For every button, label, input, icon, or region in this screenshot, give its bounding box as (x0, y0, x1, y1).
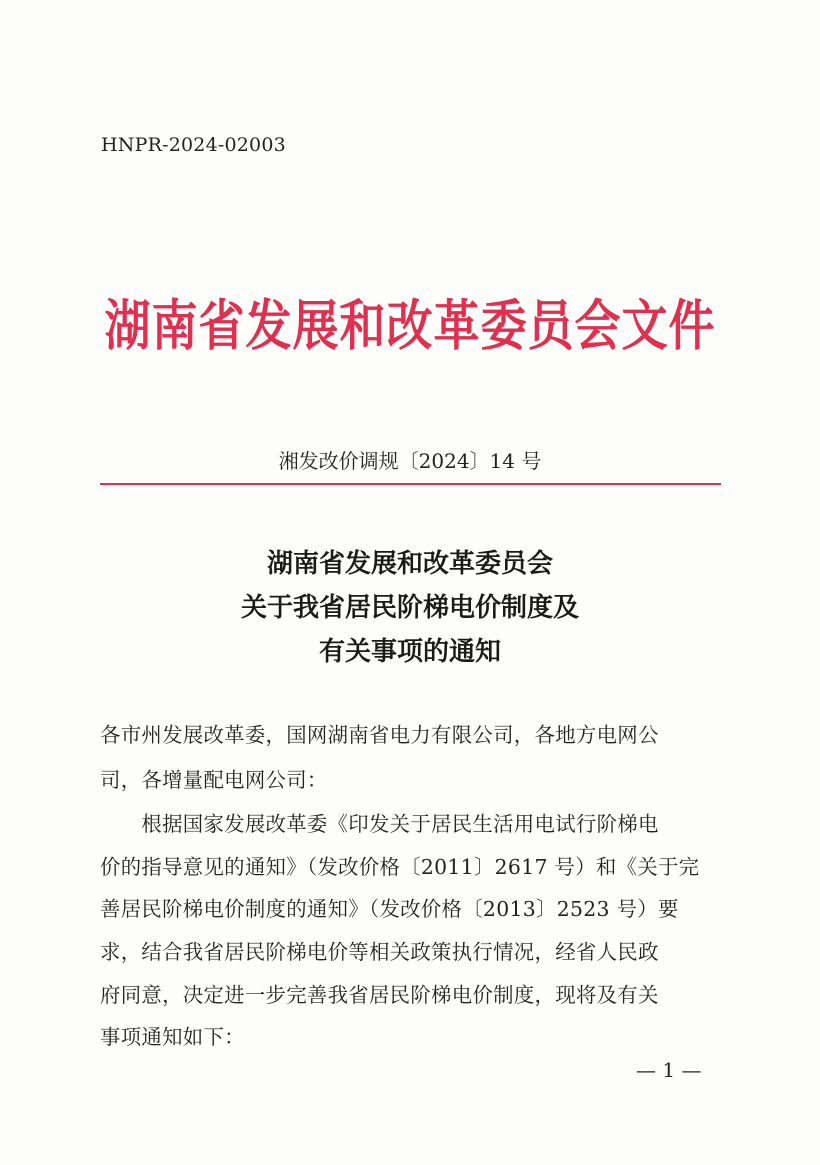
addressee-line: 各市州发展改革委，国网湖南省电力有限公司，各地方电网公 (100, 723, 659, 747)
paragraph-line: 府同意，决定进一步完善我省居民阶梯电价制度，现将及有关 (100, 983, 659, 1007)
paragraph-line: 根据国家发展改革委《印发关于居民生活用电试行阶梯电 (100, 812, 659, 836)
red-divider-line (100, 483, 721, 485)
addressee-line: 司，各增量配电网公司： (100, 768, 328, 792)
paragraph-line: 价的指导意见的通知》（发改价格〔2011〕2617 号）和《关于完 (100, 855, 700, 879)
notice-title-line: 有关事项的通知 (318, 637, 501, 667)
document-code: HNPR-2024-02003 (101, 134, 286, 156)
masthead-title: 湖南省发展和改革委员会文件 (104, 293, 716, 358)
document-number: 湘发改价调规〔2024〕14 号 (278, 449, 542, 473)
page-number: — 1 — (636, 1058, 702, 1082)
notice-title-line: 湖南省发展和改革委员会 (266, 549, 553, 579)
paragraph-line: 善居民阶梯电价制度的通知》（发改价格〔2013〕2523 号）要 (100, 897, 679, 921)
paragraph-line: 求，结合我省居民阶梯电价等相关政策执行情况，经省人民政 (100, 940, 659, 964)
paragraph-line: 事项通知如下： (100, 1025, 245, 1049)
notice-title-line: 关于我省居民阶梯电价制度及 (240, 593, 579, 623)
